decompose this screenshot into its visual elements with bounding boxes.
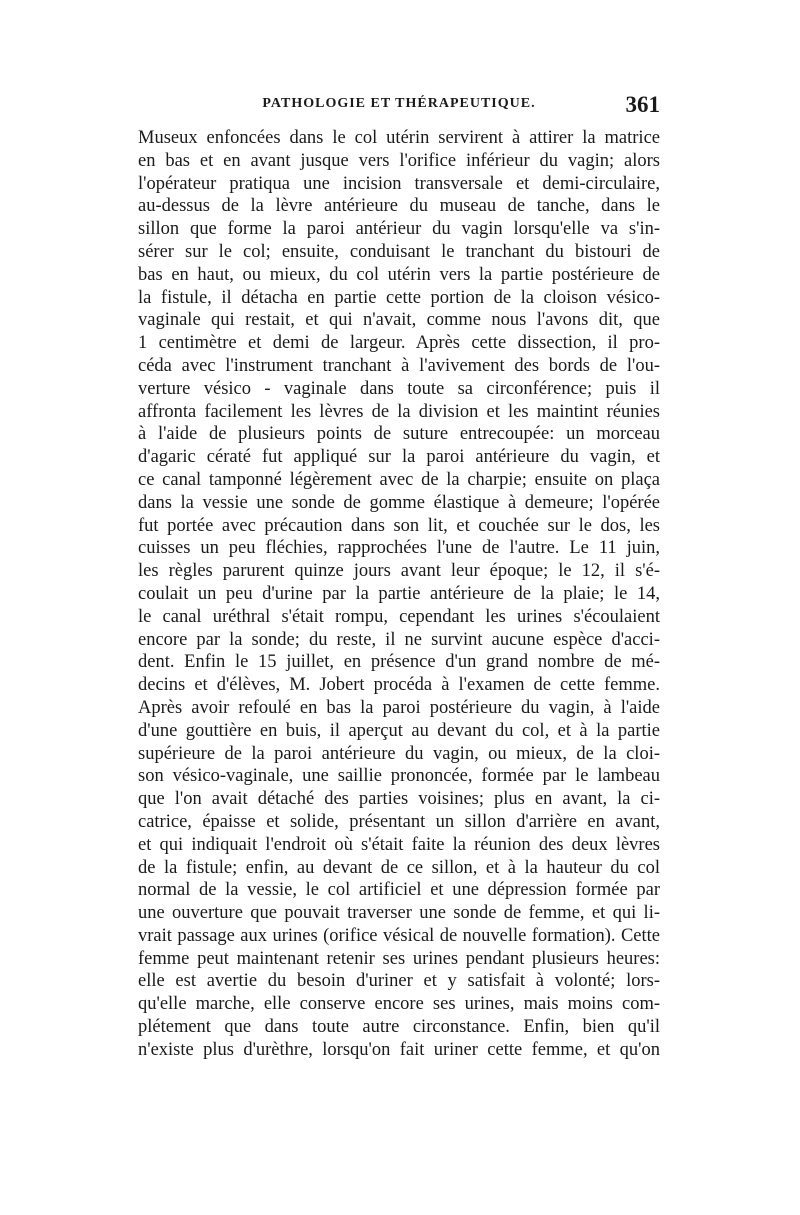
- text-line: fut portée avec précaution dans son lit, et couchée sur le dos, les: [138, 515, 660, 536]
- text-line: verture vésico - vaginale dans toute sa circonférence; puis il: [138, 378, 660, 399]
- running-title: PATHOLOGIE ET THÉRAPEUTIQUE.: [262, 96, 536, 111]
- text-line: les règles parurent quinze jours avant leur époque; le 12, il s'é-: [138, 561, 660, 582]
- text-line: dent. Enfin le 15 juillet, en présence d'un grand nombre de mé-: [138, 652, 660, 673]
- text-line: encore par la sonde; du reste, il ne survint aucune espèce d'acci-: [138, 629, 660, 650]
- text-line: Museux enfoncées dans le col utérin servirent à attirer la matrice: [138, 128, 660, 148]
- text-line: 1 centimètre et demi de largeur. Après cette dissection, il pro-: [138, 333, 660, 354]
- text-line: normal de la vessie, le col artificiel et une dépression formée par: [138, 880, 660, 901]
- text-line: au-dessus de la lèvre antérieure du museau de tanche, dans le: [138, 196, 660, 217]
- page-number: 361: [625, 92, 660, 117]
- text-line: cuisses un peu fléchies, rapprochées l'une de l'autre. Le 11 juin,: [138, 538, 660, 559]
- text-line: catrice, épaisse et solide, présentant un sillon d'arrière en avant,: [138, 811, 660, 832]
- text-line: femme peut maintenant retenir ses urines pendant plusieurs heures:: [138, 948, 660, 969]
- text-line: n'existe plus d'urèthre, lorsqu'on fait uriner cette femme, et qu'on: [138, 1039, 660, 1060]
- text-line: d'agaric cératé fut appliqué sur la paroi antérieure du vagin, et: [138, 447, 660, 468]
- running-head: [138, 94, 660, 124]
- text-line: le canal uréthral s'était rompu, cependant les urines s'écoulaient: [138, 606, 660, 627]
- text-line: qu'elle marche, elle conserve encore ses urines, mais moins com-: [138, 994, 660, 1015]
- text-line: vaginale qui restait, et qui n'avait, comme nous l'avons dit, que: [138, 310, 660, 331]
- text-line: la fistule, il détacha en partie cette portion de la cloison vésico-: [138, 287, 660, 308]
- text-line: à l'aide de plusieurs points de suture entrecoupée: un morceau: [138, 424, 660, 445]
- text-line: l'opérateur pratiqua une incision transversale et demi-circulaire,: [138, 173, 660, 194]
- text-line: elle est avertie du besoin d'uriner et y satisfait à volonté; lors-: [138, 971, 660, 992]
- text-line: sérer sur le col; ensuite, conduisant le tranchant du bistouri de: [138, 241, 660, 262]
- text-line: coulait un peu d'urine par la partie antérieure de la plaie; le 14,: [138, 583, 660, 604]
- text-line: decins et d'élèves, M. Jobert procéda à l'examen de cette femme.: [138, 675, 660, 696]
- text-line: plétement que dans toute autre circonstance. Enfin, bien qu'il: [138, 1017, 660, 1038]
- text-line: ce canal tamponné légèrement avec de la charpie; ensuite on plaça: [138, 469, 660, 490]
- text-line: que l'on avait détaché des parties voisines; plus en avant, la ci-: [138, 789, 660, 810]
- text-line: et qui indiquait l'endroit où s'était faite la réunion des deux lèvres: [138, 834, 660, 855]
- text-line: une ouverture que pouvait traverser une sonde de femme, et qui li-: [138, 903, 660, 924]
- body-text: [138, 127, 660, 1062]
- text-line: supérieure de la paroi antérieure du vagin, ou mieux, de la cloi-: [138, 743, 660, 764]
- text-line: sillon que forme la paroi antérieur du vagin lorsqu'elle va s'in-: [138, 219, 660, 240]
- text-line: en bas et en avant jusque vers l'orifice inférieur du vagin; alors: [138, 150, 660, 171]
- text-line: affronta facilement les lèvres de la division et les maintint réunies: [138, 401, 660, 422]
- text-line: vrait passage aux urines (orifice vésical de nouvelle formation). Cette: [138, 925, 660, 946]
- text-line: céda avec l'instrument tranchant à l'avivement des bords de l'ou-: [138, 355, 660, 376]
- text-line: dans la vessie une sonde de gomme élastique à demeure; l'opérée: [138, 492, 660, 513]
- text-line: d'une gouttière en buis, il aperçut au devant du col, et à la partie: [138, 720, 660, 741]
- text-line: bas en haut, ou mieux, du col utérin vers la partie postérieure de: [138, 264, 660, 285]
- text-line: son vésico-vaginale, une saillie prononcée, formée par le lambeau: [138, 766, 660, 787]
- text-line: de la fistule; enfin, au devant de ce sillon, et à la hauteur du col: [138, 857, 660, 878]
- text-line: Après avoir refoulé en bas la paroi postérieure du vagin, à l'aide: [138, 697, 660, 718]
